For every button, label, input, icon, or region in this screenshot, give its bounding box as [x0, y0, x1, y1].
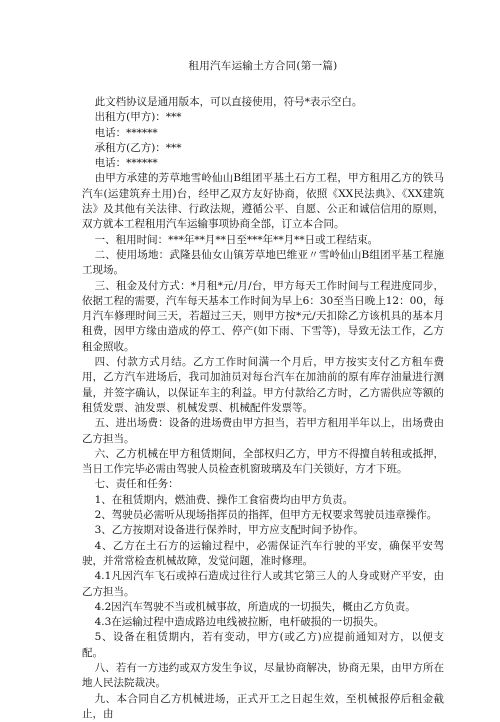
clause-6-ownership: 六、乙方机械在甲方租赁期间，全部权归乙方，甲方不得擅自转租或抵押，当日工作完毕必需由驾驶人员检查机窗玻璃及车门关锁好，方才下班。: [82, 447, 444, 476]
clause-9-effective: 九、本合同自乙方机械进场，正式开工之日起生效，至机械报停后租金截止，由: [82, 692, 444, 720]
clause-7-item-1: 1、在租赁期内，燃油费、操作工食宿费均由甲方负责。: [94, 493, 354, 506]
document-title: 租用汽车运输土方合同(第一篇): [188, 60, 338, 72]
clause-7-item-5: 5、设备在租赁期内，若有变动，甲方(或乙方)应提前通知对方，以便支配。: [82, 631, 444, 659]
clause-7-heading: 七、责任和任务：: [94, 478, 179, 491]
clause-7-item-4-2: 4.2因汽车驾驶不当或机械事故，所造成的一切损失，概由乙方负责。: [94, 600, 416, 613]
clause-7-item-4: 4、乙方在土石方的运输过程中，必需保证汽车行驶的平安，确保平安驾驶，并常常检查机械故障，发觉问题，准时修理。: [82, 539, 444, 567]
party-b-line: 承租方(乙方)：***: [94, 141, 182, 154]
party-b-phone: 电话：******: [94, 157, 158, 170]
clause-8-dispute: 八、若有一方违约或双方发生争议，尽量协商解决，协商无果，由甲方所在地人民法院裁决。: [82, 661, 444, 690]
clause-7-item-4-3: 4.3在运输过程中造成路边电线被拉断，电杆破损的一切损失。: [94, 616, 385, 629]
party-a-phone: 电话：******: [94, 126, 158, 139]
clause-4-payment: 四、付款方式月结。乙方工作时间满一个月后，甲方按实支付乙方租车费用，乙方汽车进场后，我司加油员对每台汽车在加油前的原有库存油量进行测量，并签字确认，以保证车主的利益。甲方付款给乙方时，乙方需供应等额的租赁发票、油发票、机械发票、机械配件发票等。: [82, 356, 444, 414]
clause-7-item-3: 3、乙方按期对设备进行保养时，甲方应支配时间予协作。: [94, 524, 364, 537]
clause-7-item-4-1: 4.1凡因汽车飞石或掉石造成过往行人或其它第三人的人身或财产平安，由乙方担当。: [82, 570, 444, 598]
clause-2-site: 二、使用场地：武隆县仙女山镇芳草地巴维亚〃雪岭仙山B组团平基工程施工现场。: [82, 248, 444, 277]
party-a-line: 出租方(甲方)：***: [94, 111, 182, 124]
clause-5-entry-exit-fee: 五、进出场费：设备的进场费由甲方担当，若甲方租用半年以上，出场费由乙方担当。: [82, 417, 444, 445]
clause-3-rent: 三、租金及付方式：*月租*元/月/台，甲方每天工作时间与工程进度同步，依据工程的需要，汽车每天基本工作时间为早上6：30至当日晚上12：00，每月汽车修理时间三天，若超过三天，则甲方按*元/天扣除乙方该机具的基本月租费，因甲方缘由造成的停工、停产(如下雨、下雪等)，导致无法工作，乙方租金照收。: [82, 279, 444, 353]
clause-1-rental-time: 一、租用时间：***年**月**日至***年**月**日或工程结束。: [94, 233, 379, 246]
paragraph-intro: 此文档协议是通用版本，可以直接使用，符号*表示空白。: [94, 96, 363, 108]
clause-7-item-2: 2、驾驶员必需听从现场指挥员的指挥，但甲方无权要求驾驶员违章操作。: [94, 509, 438, 522]
paragraph-preamble: 由甲方承建的芳草地雪岭仙山B组团平基土石方工程，甲方租用乙方的铁马汽车(运建筑弃土用)台，经甲乙双方友好协商，依照《XX民法典》、《XX建筑法》及其他有关法律、行政法规，遵循公平、自愿、公正和诚信信用的原则，双方就本工程租用汽车运输事项协商全部，订立本合同。: [82, 172, 444, 231]
